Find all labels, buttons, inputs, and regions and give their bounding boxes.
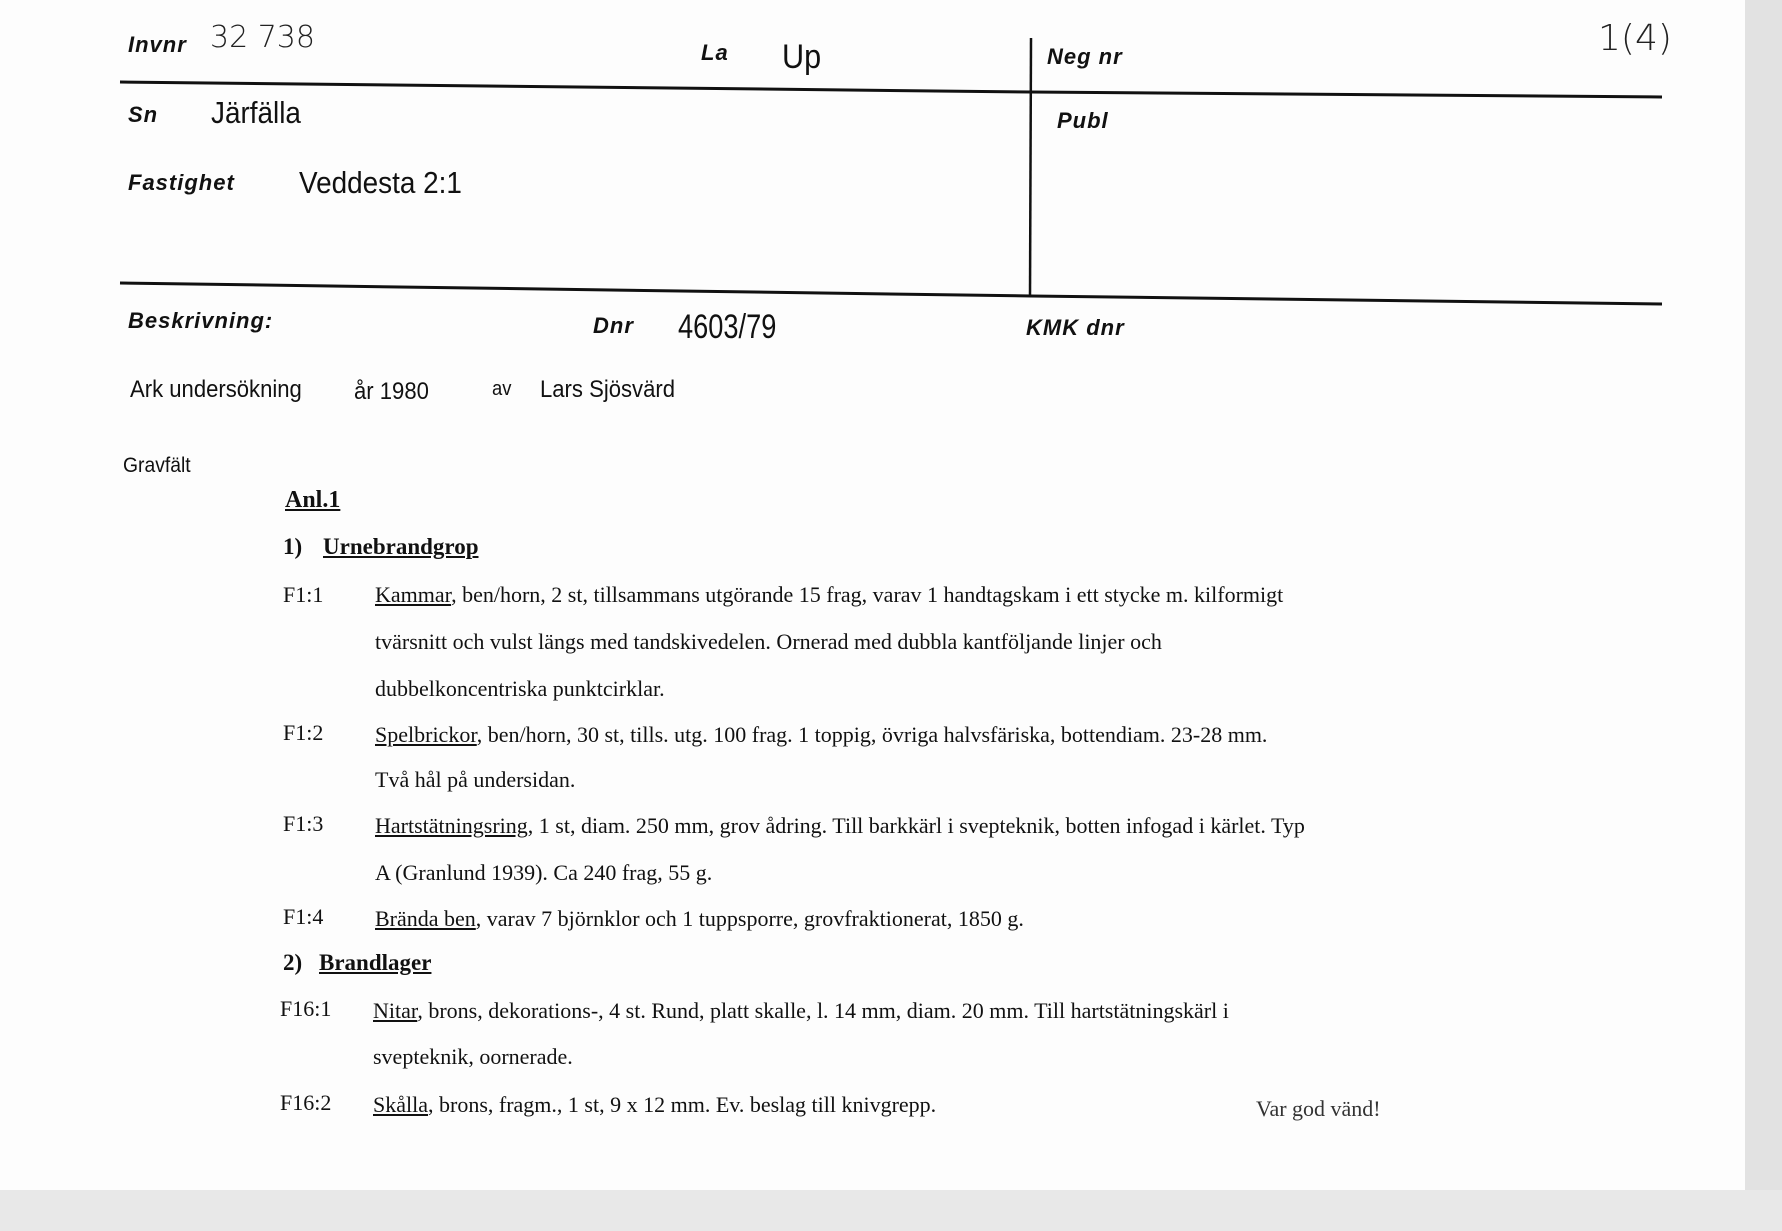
section-title: Anl.1: [285, 487, 341, 513]
group-number: 1): [283, 534, 303, 559]
header-rule-top: [120, 82, 1662, 97]
survey-by: av: [492, 378, 512, 400]
survey-person: Lars Sjösvärd: [540, 376, 675, 403]
beskrivning-label: Beskrivning:: [128, 308, 274, 333]
find-text: dubbelkoncentriska punktcirklar.: [375, 676, 665, 701]
header-column-divider: [1030, 38, 1031, 296]
page-indicator: 1(4): [1598, 18, 1672, 59]
find-text: svepteknik, oornerade.: [373, 1044, 573, 1069]
dnr-label: Dnr: [593, 313, 634, 338]
find-text: , varav 7 björnklor och 1 tuppsporre, grovfraktionerat, 1850 g.: [475, 906, 1024, 931]
find-name: Skålla: [373, 1092, 428, 1117]
find-text: , ben/horn, 30 st, tills. utg. 100 frag. 1 toppig, övriga halvsfäriska, bottendiam. 23-28 mm.: [476, 722, 1268, 747]
invnr-value: 32 738: [210, 20, 315, 55]
group-title: Urnebrandgrop: [323, 534, 479, 559]
find-line: [373, 1092, 936, 1118]
survey-type: Ark undersökning: [130, 376, 302, 403]
find-id: F1:1: [283, 582, 324, 607]
invnr-label: Invnr: [128, 32, 187, 57]
find-text: A (Granlund 1939). Ca 240 frag, 55 g.: [375, 860, 713, 885]
find-text: , brons, fragm., 1 st, 9 x 12 mm. Ev. beslag till knivgrepp.: [428, 1092, 937, 1117]
find-text: tvärsnitt och vulst längs med tandskivedelen. Ornerad med dubbla kantföljande linjer och: [375, 629, 1162, 654]
find-text: , ben/horn, 2 st, tillsammans utgörande 15 frag, varav 1 handtagskam i ett stycke m. kilformigt: [451, 582, 1284, 607]
la-value: Up: [782, 38, 822, 76]
find-id: F1:4: [283, 904, 324, 929]
sn-label: Sn: [128, 102, 159, 127]
find-name: Brända ben: [375, 906, 476, 931]
find-id: F16:1: [280, 996, 332, 1021]
find-name: Nitar: [373, 998, 418, 1023]
header-rule-bottom: [120, 283, 1662, 304]
find-line: [373, 998, 1229, 1024]
find-id: F1:2: [283, 720, 324, 745]
find-id: F16:2: [280, 1090, 332, 1115]
publ-label: Publ: [1057, 108, 1109, 133]
group-number: 2): [283, 950, 303, 975]
find-name: Spelbrickor: [375, 722, 477, 747]
find-line: [375, 722, 1267, 748]
sn-value: Järfälla: [211, 95, 301, 130]
find-text: , 1 st, diam. 250 mm, grov ådring. Till barkkärl i svepteknik, botten infogad i kärlet. Typ: [527, 813, 1305, 838]
find-text: , brons, dekorations-, 4 st. Rund, platt skalle, l. 14 mm, diam. 20 mm. Till hartstätningskärl i: [417, 998, 1229, 1023]
fastighet-value: Veddesta 2:1: [299, 165, 462, 200]
find-line: [375, 582, 1283, 608]
find-id: F1:3: [283, 811, 324, 836]
neg-nr-label: Neg nr: [1047, 44, 1123, 69]
la-label: La: [701, 40, 729, 65]
fastighet-label: Fastighet: [128, 170, 235, 195]
find-name: Kammar: [375, 582, 452, 607]
group-title: Brandlager: [319, 950, 432, 975]
survey-year: år 1980: [354, 378, 429, 405]
footer-note: Var god vänd!: [1256, 1096, 1381, 1121]
dnr-value: 4603/79: [678, 308, 777, 346]
find-text: Två hål på undersidan.: [375, 767, 576, 792]
site-type: Gravfält: [123, 454, 191, 477]
find-line: [375, 813, 1305, 839]
find-line: [375, 906, 1024, 932]
kmk-dnr-label: KMK dnr: [1026, 315, 1125, 340]
find-name: Hartstätningsring: [375, 813, 528, 838]
